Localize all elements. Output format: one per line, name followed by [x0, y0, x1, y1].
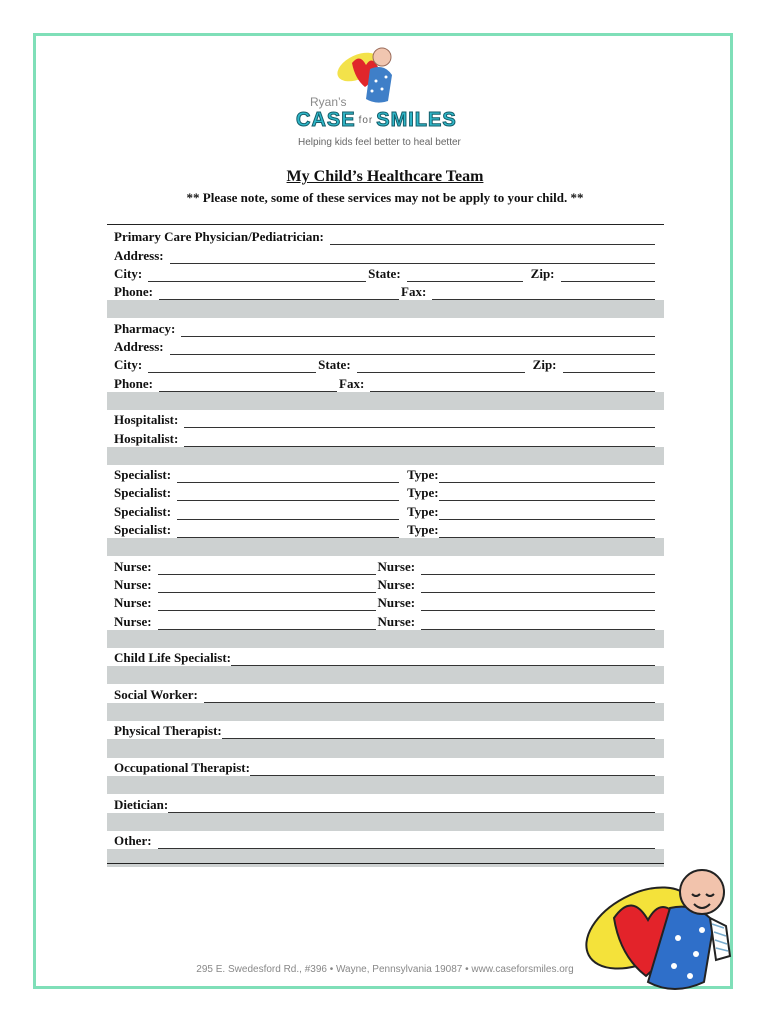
- specialist-label: Specialist:: [114, 485, 172, 501]
- page-note: ** Please note, some of these services may not be apply to your child. **: [186, 190, 584, 205]
- specialist-field-2[interactable]: [177, 488, 399, 501]
- pharmacy-fax-label: Fax:: [339, 375, 365, 391]
- occupational-therapist-field[interactable]: [250, 763, 655, 776]
- pcp-city-field[interactable]: [148, 269, 366, 282]
- pharmacy-city-field[interactable]: [148, 360, 316, 373]
- other-label: Other:: [114, 833, 152, 849]
- type-label: Type:: [407, 522, 439, 538]
- pcp-fax-label: Fax:: [401, 284, 427, 300]
- specialist-row-1: [107, 465, 664, 483]
- hospitalist-label: Hospitalist:: [114, 430, 179, 446]
- nurse-field-1b[interactable]: [421, 562, 655, 575]
- brand-tagline: Helping kids feel better to heal better: [298, 137, 461, 148]
- social-worker-label: Social Worker:: [114, 686, 198, 702]
- pcp-city-label: City:: [114, 265, 143, 281]
- pharmacy-state-field[interactable]: [357, 360, 525, 373]
- social-worker-field[interactable]: [204, 690, 655, 703]
- pcp-address-row: [107, 245, 664, 263]
- nurse-row-1: [107, 556, 664, 574]
- physical-therapist-label: Physical Therapist:: [114, 723, 222, 739]
- specialist-label: Specialist:: [114, 467, 172, 483]
- specialist-field-4[interactable]: [177, 525, 399, 538]
- social-worker-row: [107, 684, 664, 702]
- pcp-zip-field[interactable]: [561, 269, 655, 282]
- type-label: Type:: [407, 467, 439, 483]
- specialist-row-3: [107, 501, 664, 519]
- nurse-field-4b[interactable]: [421, 617, 655, 630]
- pharmacy-zip-field[interactable]: [563, 360, 655, 373]
- page-title: My Child’s Healthcare Team: [286, 168, 484, 185]
- nurse-row-4: [107, 611, 664, 629]
- physical-therapist-field[interactable]: [222, 726, 655, 739]
- pcp-phone-row: [107, 282, 664, 300]
- type-field-4[interactable]: [439, 525, 655, 538]
- brand-for: for: [358, 115, 374, 126]
- hospitalist-label: Hospitalist:: [114, 412, 179, 428]
- brand-smiles: SMILES: [376, 109, 457, 131]
- specialist-field-3[interactable]: [177, 507, 399, 520]
- pharmacy-address-row: [107, 337, 664, 355]
- dietician-label: Dietician:: [114, 796, 169, 812]
- section-band: [107, 776, 664, 794]
- nurse-label: Nurse:: [377, 595, 416, 611]
- pharmacy-zip-label: Zip:: [532, 357, 557, 373]
- brand-case: CASE: [296, 109, 356, 131]
- pcp-field[interactable]: [330, 232, 655, 245]
- other-field[interactable]: [158, 836, 655, 849]
- pcp-state-label: State:: [368, 265, 401, 281]
- pharmacy-city-label: City:: [114, 357, 143, 373]
- section-band: [107, 630, 664, 648]
- specialist-label: Specialist:: [114, 522, 172, 538]
- nurse-label: Nurse:: [377, 613, 416, 629]
- pharmacy-phone-row: [107, 373, 664, 391]
- specialist-field-1[interactable]: [177, 470, 399, 483]
- pcp-city-row: [107, 264, 664, 282]
- brand-name-small: Ryan’s: [310, 95, 347, 109]
- pharmacy-phone-label: Phone:: [114, 375, 153, 391]
- type-label: Type:: [407, 503, 439, 519]
- specialist-label: Specialist:: [114, 503, 172, 519]
- pcp-state-field[interactable]: [407, 269, 523, 282]
- nurse-field-2b[interactable]: [421, 580, 655, 593]
- nurse-field-1a[interactable]: [158, 562, 376, 575]
- pcp-address-field[interactable]: [170, 251, 655, 264]
- pcp-phone-field[interactable]: [159, 287, 399, 300]
- type-field-3[interactable]: [439, 507, 655, 520]
- type-field-2[interactable]: [439, 488, 655, 501]
- pcp-label: Primary Care Physician/Pediatrician:: [114, 229, 324, 245]
- pharmacy-phone-field[interactable]: [159, 379, 337, 392]
- nurse-label: Nurse:: [377, 558, 416, 574]
- top-rule: [107, 224, 664, 225]
- hospitalist-row-2: [107, 428, 664, 446]
- pharmacy-address-label: Address:: [114, 339, 164, 355]
- brand-logo: [290, 45, 480, 155]
- hospitalist-field-1[interactable]: [184, 415, 655, 428]
- section-band: [107, 392, 664, 410]
- section-band: [107, 300, 664, 318]
- section-band: [107, 538, 664, 556]
- nurse-label: Nurse:: [114, 576, 152, 592]
- pcp-phone-label: Phone:: [114, 284, 153, 300]
- pcp-row: [107, 227, 664, 245]
- pcp-fax-field[interactable]: [432, 287, 655, 300]
- nurse-label: Nurse:: [377, 576, 416, 592]
- pharmacy-state-label: State:: [318, 357, 351, 373]
- pcp-zip-label: Zip:: [530, 265, 555, 281]
- section-band: [107, 813, 664, 831]
- occupational-therapist-label: Occupational Therapist:: [114, 759, 250, 775]
- pharmacy-row: [107, 318, 664, 336]
- child-life-row: [107, 648, 664, 666]
- pharmacy-fax-field[interactable]: [370, 379, 655, 392]
- type-field-1[interactable]: [439, 470, 655, 483]
- nurse-field-3b[interactable]: [421, 598, 655, 611]
- brand-wordmark: [296, 109, 457, 132]
- nurse-label: Nurse:: [114, 558, 152, 574]
- mascot-illustration-icon: [578, 858, 738, 998]
- nurse-row-3: [107, 593, 664, 611]
- healthcare-team-form: [107, 227, 664, 867]
- nurse-field-4a[interactable]: [158, 617, 376, 630]
- nurse-label: Nurse:: [114, 595, 152, 611]
- section-band: [107, 447, 664, 465]
- specialist-row-2: [107, 483, 664, 501]
- nurse-label: Nurse:: [114, 613, 152, 629]
- physical-therapist-row: [107, 721, 664, 739]
- dietician-row: [107, 794, 664, 812]
- dietician-field[interactable]: [168, 800, 655, 813]
- pharmacy-field[interactable]: [181, 324, 655, 337]
- nurse-field-2a[interactable]: [158, 580, 376, 593]
- nurse-field-3a[interactable]: [158, 598, 376, 611]
- section-band: [107, 666, 664, 684]
- type-label: Type:: [407, 485, 439, 501]
- section-band: [107, 703, 664, 721]
- child-life-field[interactable]: [231, 653, 655, 666]
- occupational-therapist-row: [107, 758, 664, 776]
- nurse-row-2: [107, 575, 664, 593]
- section-band: [107, 739, 664, 757]
- other-row: [107, 831, 664, 849]
- pharmacy-city-row: [107, 355, 664, 373]
- pcp-address-label: Address:: [114, 247, 164, 263]
- pharmacy-label: Pharmacy:: [114, 320, 176, 336]
- specialist-row-4: [107, 520, 664, 538]
- hospitalist-row-1: [107, 410, 664, 428]
- child-life-label: Child Life Specialist:: [114, 650, 232, 666]
- hospitalist-field-2[interactable]: [184, 434, 655, 447]
- pharmacy-address-field[interactable]: [170, 342, 655, 355]
- footer-address: 295 E. Swedesford Rd., #396 • Wayne, Pennsylvania 19087 • www.caseforsmiles.org: [196, 964, 574, 975]
